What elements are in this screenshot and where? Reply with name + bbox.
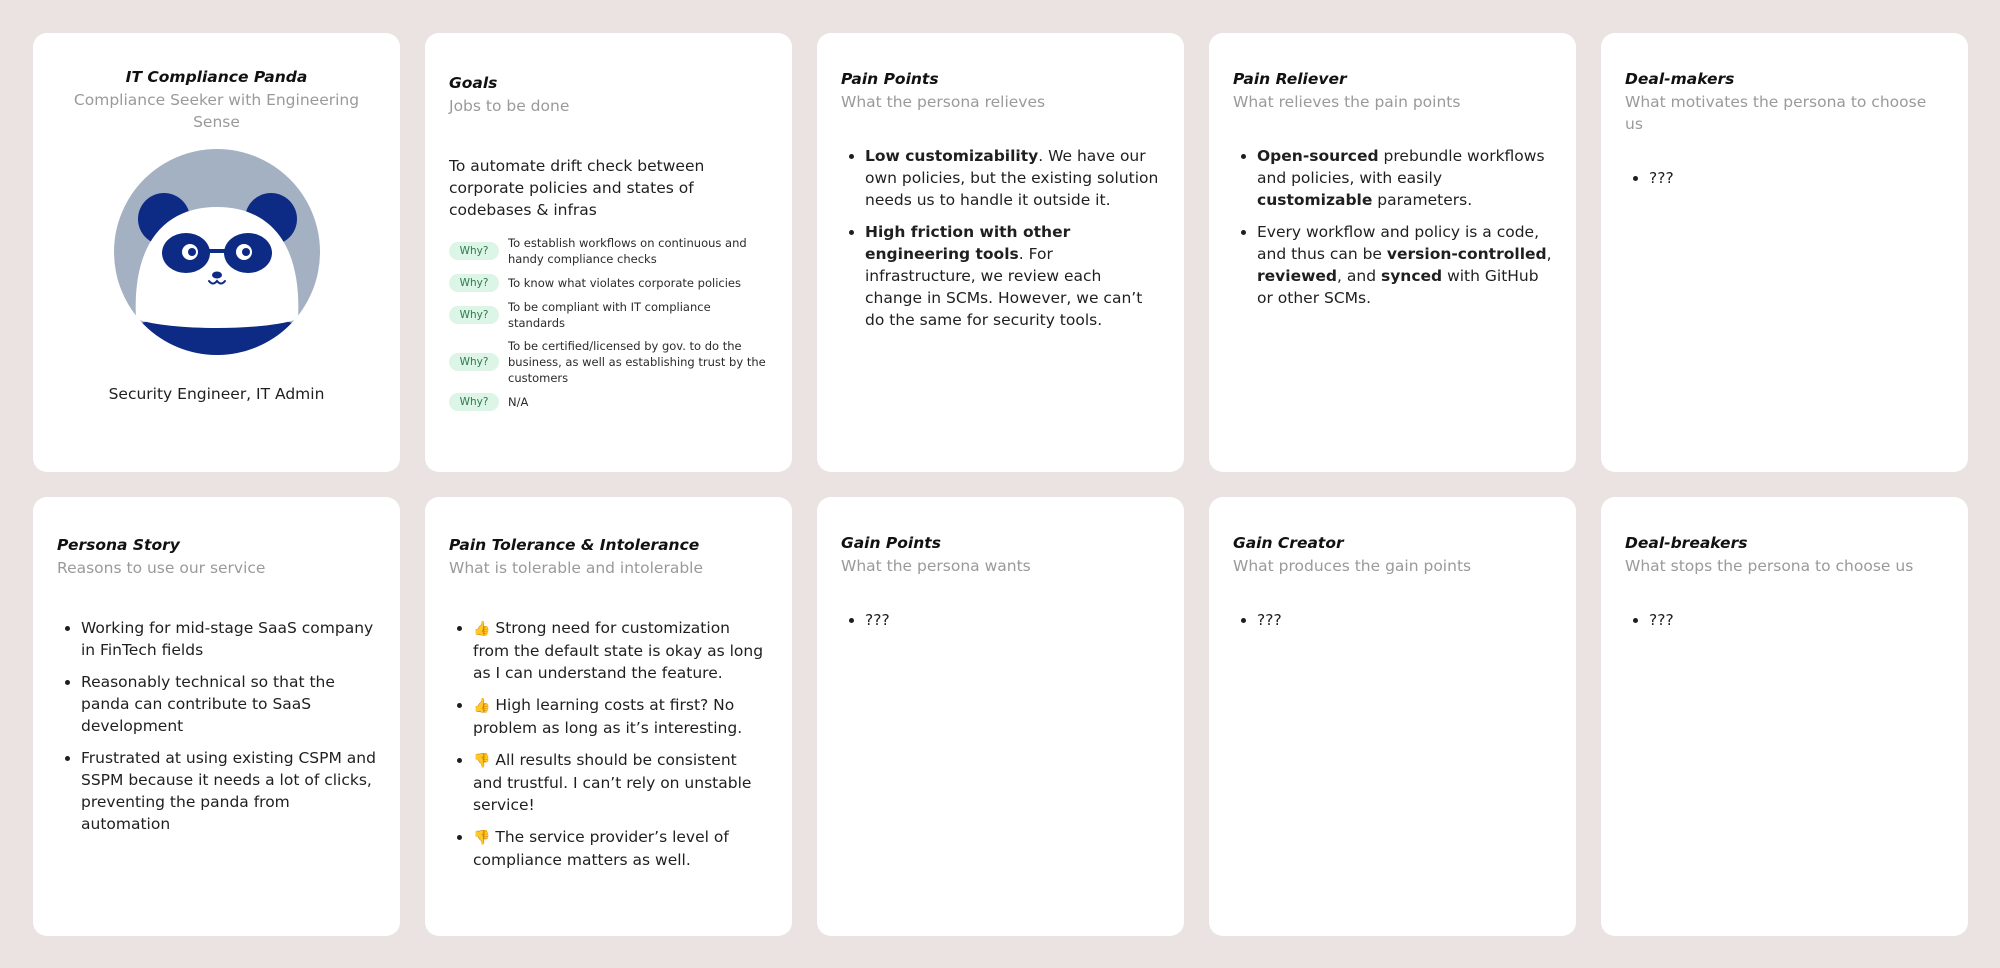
pain-tolerance-list bbox=[449, 617, 768, 871]
gain-points-card bbox=[817, 497, 1184, 936]
list-item: • ??? bbox=[865, 609, 1160, 631]
list-item: • ??? bbox=[1649, 167, 1944, 189]
persona-story-title: Persona Story bbox=[57, 536, 180, 554]
persona-story-subtitle: Reasons to use our service bbox=[57, 559, 266, 577]
pain-points-card bbox=[817, 33, 1184, 472]
deal-breakers-title: Deal-breakers bbox=[1625, 534, 1748, 552]
persona-card bbox=[33, 33, 400, 472]
why-row bbox=[449, 338, 768, 386]
list-item: • 👎 All results should be consistent and trustful. I can’t rely on unstable service! bbox=[473, 749, 768, 816]
deal-breakers-subtitle: What stops the persona to choose us bbox=[1625, 557, 1914, 575]
pain-points-subtitle: What the persona relieves bbox=[841, 93, 1046, 111]
goals-subtitle: Jobs to be done bbox=[449, 97, 570, 115]
persona-subtitle: Compliance Seeker with Engineering Sense bbox=[73, 91, 360, 131]
list-item: • Open-sourced prebundle workflows and policies, with easily customizable parameters. bbox=[1257, 145, 1552, 211]
panda-avatar-icon bbox=[114, 149, 320, 355]
gain-points-title: Gain Points bbox=[841, 534, 941, 552]
gain-creator-card bbox=[1209, 497, 1576, 936]
why-row bbox=[449, 274, 768, 292]
pain-reliever-card bbox=[1209, 33, 1576, 472]
goals-title: Goals bbox=[449, 74, 498, 92]
deal-makers-title: Deal-makers bbox=[1625, 70, 1735, 88]
gain-creator-list bbox=[1233, 609, 1552, 631]
why-tag: Why? bbox=[449, 353, 499, 371]
gain-creator-subtitle: What produces the gain points bbox=[1233, 557, 1472, 575]
pain-tolerance-card bbox=[425, 497, 792, 936]
list-item: • Frustrated at using existing CSPM and SSPM because it needs a lot of clicks, preventing the panda from automation bbox=[81, 747, 376, 835]
deal-breakers-card bbox=[1601, 497, 1968, 936]
persona-story-card bbox=[33, 497, 400, 936]
deal-makers-card bbox=[1601, 33, 1968, 472]
thumbs-up-icon: 👍 bbox=[473, 621, 491, 637]
persona-role: Security Engineer, IT Admin bbox=[108, 385, 325, 403]
why-row bbox=[449, 393, 768, 411]
why-text: To be certified/licensed by gov. to do the business, as well as establishing trust by the customers bbox=[508, 339, 766, 385]
thumbs-down-icon: 👎 bbox=[473, 830, 491, 846]
deal-makers-list bbox=[1625, 167, 1944, 189]
gain-points-subtitle: What the persona wants bbox=[841, 557, 1031, 575]
why-tag: Why? bbox=[449, 306, 499, 324]
goals-card bbox=[425, 33, 792, 472]
pain-tolerance-title: Pain Tolerance & Intolerance bbox=[449, 536, 700, 554]
list-item: • 👎 The service provider’s level of compliance matters as well. bbox=[473, 826, 768, 871]
gain-creator-title: Gain Creator bbox=[1233, 534, 1344, 552]
list-item: • ??? bbox=[1257, 609, 1552, 631]
deal-makers-subtitle: What motivates the persona to choose us bbox=[1625, 93, 1927, 133]
gain-points-list bbox=[841, 609, 1160, 631]
why-row bbox=[449, 299, 768, 331]
pain-tolerance-subtitle: What is tolerable and intolerable bbox=[449, 559, 704, 577]
pain-reliever-list bbox=[1233, 145, 1552, 309]
why-tag: Why? bbox=[449, 274, 499, 292]
list-item: • Every workflow and policy is a code, and thus can be version-controlled, reviewed, and synced with GitHub or other SCMs. bbox=[1257, 221, 1552, 309]
deal-breakers-list bbox=[1625, 609, 1944, 631]
avatar bbox=[114, 149, 320, 355]
list-item: • Low customizability. We have our own policies, but the existing solution needs us to handle it outside it. bbox=[865, 145, 1160, 211]
why-text: To be compliant with IT compliance standards bbox=[508, 300, 711, 330]
pain-points-list bbox=[841, 145, 1160, 331]
pain-points-title: Pain Points bbox=[841, 70, 939, 88]
list-item: • High friction with other engineering tools. For infrastructure, we review each change in SCMs. However, we can’t do the same for security tools. bbox=[865, 221, 1160, 331]
pain-reliever-subtitle: What relieves the pain points bbox=[1233, 93, 1461, 111]
list-item: • ??? bbox=[1649, 609, 1944, 631]
why-tag: Why? bbox=[449, 393, 499, 411]
persona-story-list bbox=[57, 617, 376, 835]
goals-main-text: To automate drift check between corporate policies and states of codebases & infras bbox=[449, 157, 705, 219]
list-item: • Reasonably technical so that the panda can contribute to SaaS development bbox=[81, 671, 376, 737]
list-item: • 👍 Strong need for customization from the default state is okay as long as I can understand the feature. bbox=[473, 617, 768, 684]
list-item: • Working for mid-stage SaaS company in FinTech fields bbox=[81, 617, 376, 661]
thumbs-down-icon: 👎 bbox=[473, 753, 491, 769]
list-item: • 👍 High learning costs at first? No problem as long as it’s interesting. bbox=[473, 694, 768, 739]
pain-reliever-title: Pain Reliever bbox=[1233, 70, 1347, 88]
why-text: To know what violates corporate policies bbox=[508, 276, 741, 290]
why-list bbox=[449, 235, 768, 411]
why-text: N/A bbox=[508, 395, 529, 409]
thumbs-up-icon: 👍 bbox=[473, 698, 491, 714]
persona-title: IT Compliance Panda bbox=[125, 68, 308, 86]
why-text: To establish workflows on continuous and handy compliance checks bbox=[508, 236, 747, 266]
why-row bbox=[449, 235, 768, 267]
why-tag: Why? bbox=[449, 242, 499, 260]
